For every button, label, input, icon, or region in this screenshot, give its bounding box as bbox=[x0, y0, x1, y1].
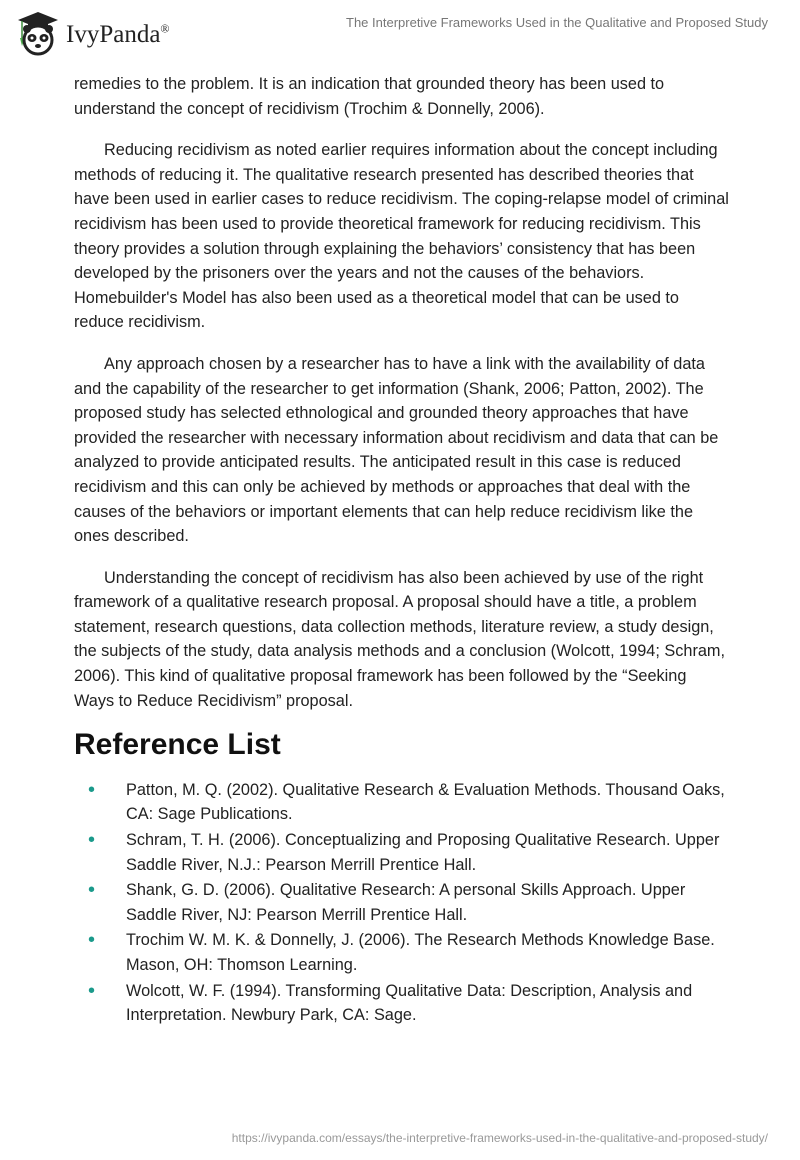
bullet-icon: • bbox=[88, 778, 96, 801]
reference-item: • Wolcott, W. F. (1994). Transforming Qualitative Data: Description, Analysis and Interpretation. Newbury Park, CA: Sage. bbox=[88, 979, 693, 1025]
reference-item: • Shank, G. D. (2006). Qualitative Research: A personal Skills Approach. Upper Saddle River, NJ: Pearson Merrill Prentice Hall. bbox=[88, 879, 686, 924]
bullet-icon: • bbox=[88, 979, 96, 1002]
panda-logo-icon bbox=[14, 8, 62, 56]
reference-list-heading: Reference List bbox=[74, 728, 281, 762]
reference-item: • Patton, M. Q. (2002). Qualitative Research & Evaluation Methods. Thousand Oaks, CA: Sage Publications. bbox=[88, 778, 725, 824]
paragraph: Understanding the concept of recidivism has also been achieved by use of the right framework of a qualitative research proposal. A proposal should have a title, a problem statement, research questions, data collection methods, literature review, a study design, the subjects of the study, data analysis methods and a conclusion (Wolcott, 1994; Schram, 2006). This kind of qualitative proposal framework has been followed by the “Seeking Ways to Reduce Recidivism” proposal. bbox=[74, 568, 726, 710]
reference-item: • Trochim W. M. K. & Donnelly, J. (2006). The Research Methods Knowledge Base. Mason, OH: Thomson Learning. bbox=[88, 929, 715, 974]
source-url[interactable]: https://ivypanda.com/essays/the-interpretive-frameworks-used-in-the-qualitative-and-proposed-study/ bbox=[231, 1131, 768, 1145]
header bbox=[0, 0, 800, 60]
reference-list bbox=[74, 778, 730, 1028]
paragraph: Any approach chosen by a researcher has to have a link with the availability of data and the capability of the researcher to get information (Shank, 2006; Patton, 2002). The proposed study has selected ethnological and grounded theory approaches that have provided the researcher with necessary information about recidivism and data that can be analyzed to provide anticipated results. The anticipated result in this case is reduced recidivism and this can only be achieved by methods or approaches that deal with the causes of the behaviors or important elements that can help reduce recidivism like the ones described. bbox=[74, 354, 719, 546]
bullet-icon: • bbox=[88, 829, 96, 852]
reference-item: • Schram, T. H. (2006). Conceptualizing and Proposing Qualitative Research. Upper Saddle River, N.J.: Pearson Merrill Prentice Hall. bbox=[88, 829, 720, 874]
essay-body bbox=[74, 72, 730, 1029]
bullet-icon: • bbox=[88, 879, 96, 902]
logo[interactable] bbox=[14, 8, 170, 56]
document-title: The Interpretive Frameworks Used in the Qualitative and Proposed Study bbox=[346, 15, 768, 30]
paragraph: Reducing recidivism as noted earlier requires information about the concept including methods of reducing it. The qualitative research presented has described theories that have been used in earlier cases to reduce recidivism. The coping-relapse model of criminal recidivism has been used to provide theoretical framework for reducing recidivism. This theory provides a solution through explaining the behaviors’ consistency that has been developed by the prisoners over the years and not the causes of the behaviors. Homebuilder's Model has also been used as a theoretical model that can be used to reduce recidivism. bbox=[74, 141, 729, 332]
bullet-icon: • bbox=[88, 929, 96, 952]
paragraph: remedies to the problem. It is an indication that grounded theory has been used to understand the concept of recidivism (Trochim & Donnelly, 2006). bbox=[74, 75, 665, 118]
brand-name: IvyPanda® bbox=[66, 21, 170, 48]
